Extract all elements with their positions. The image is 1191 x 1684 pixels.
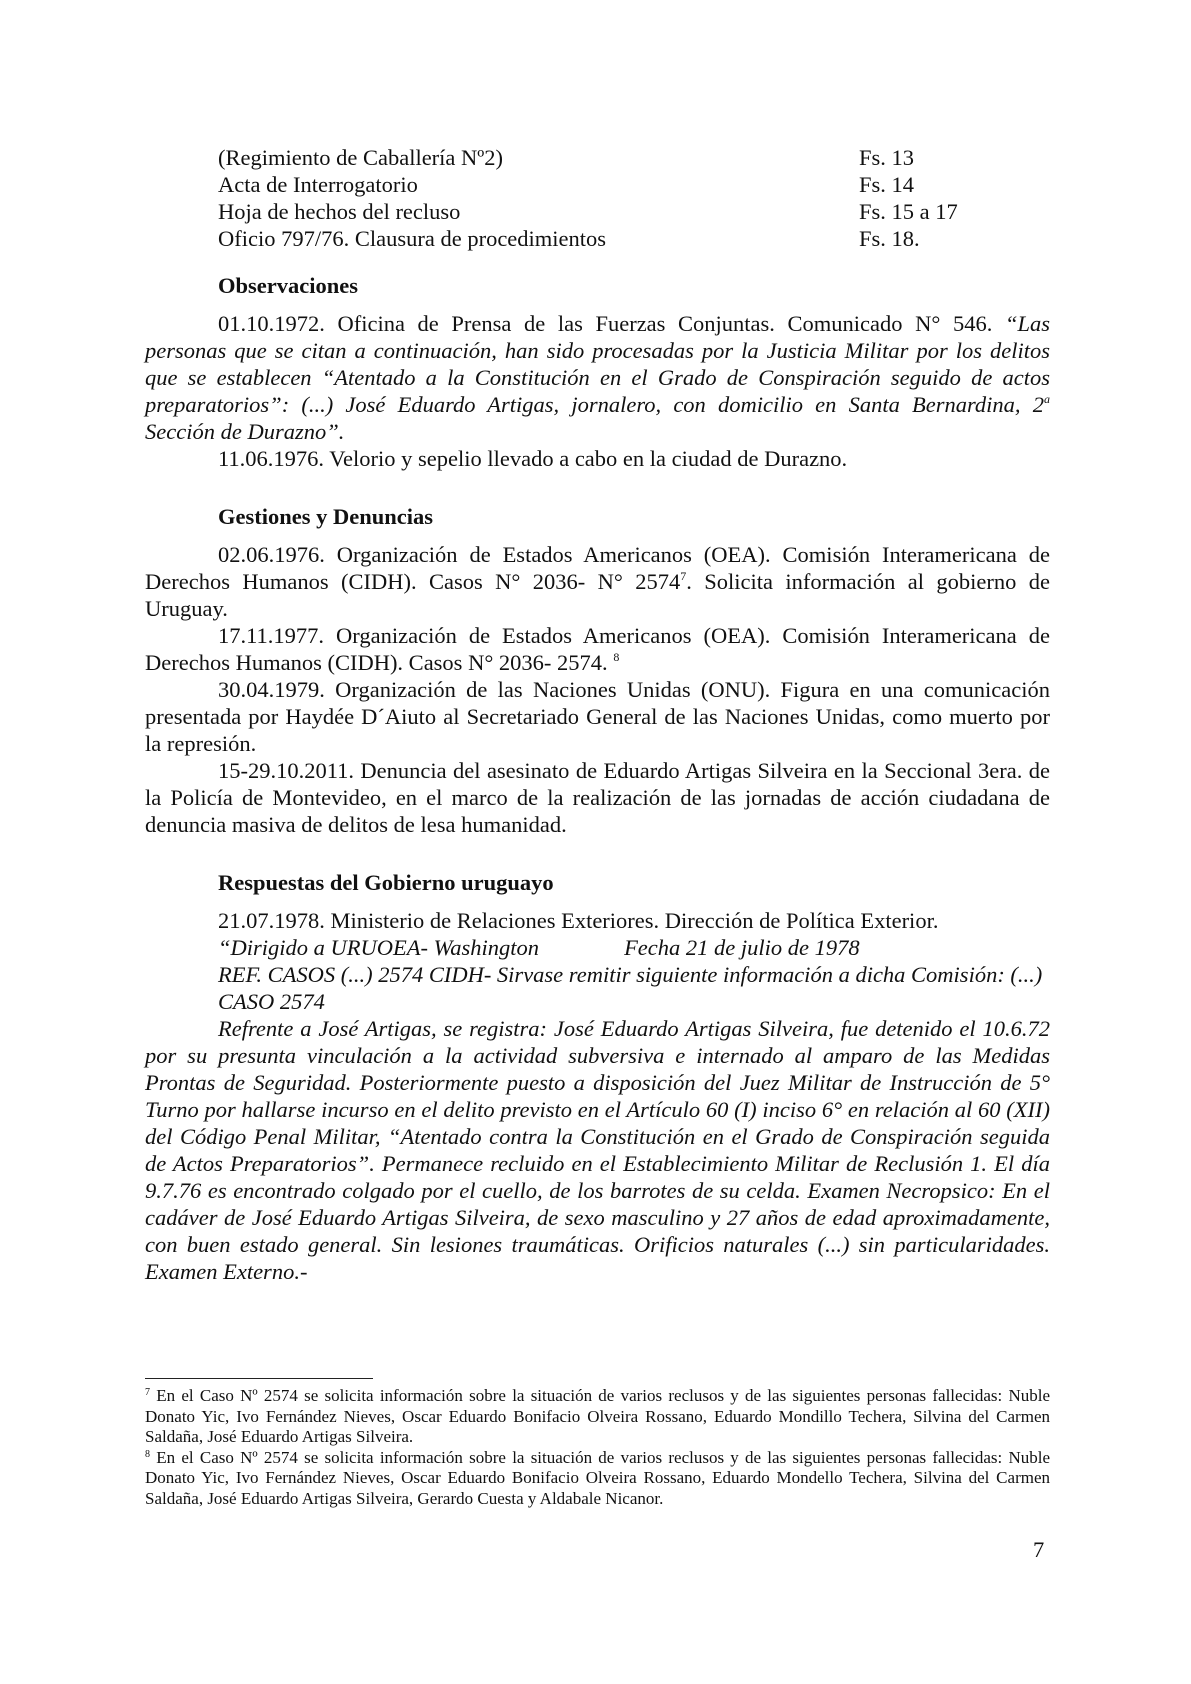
index-item: Hoja de hechos del recluso <box>218 199 461 224</box>
paragraph <box>145 310 1050 445</box>
memo-date: Fecha 21 de julio de 1978 <box>624 935 860 960</box>
heading-respuestas: Respuestas del Gobierno uruguayo <box>218 870 554 895</box>
memo-case: CASO 2574 <box>218 989 325 1014</box>
index-item: (Regimiento de Caballería Nº2) <box>218 145 504 170</box>
quote-text: “Las personas que se citan a continuación, han sido procesadas por la Justicia Militar por los delitos que se establecen “Atentado a la Constitución en el Grado de Conspiración seguido de actos preparatorios”: (...) José Eduardo Artigas, jornalero, con domicilio en Santa Bernardina, 2 <box>145 311 1050 417</box>
page-body <box>145 144 1050 1285</box>
index-folio: Fs. 13 <box>859 145 915 170</box>
index-folio: Fs. 15 a 17 <box>859 199 958 224</box>
paragraph-lead: 01.10.1972. Oficina de Prensa de las Fuerzas Conjuntas. Comunicado N° 546. <box>218 311 1005 336</box>
index-row <box>145 225 1050 252</box>
paragraph: 21.07.1978. Ministerio de Relaciones Exteriores. Dirección de Política Exterior. <box>218 908 939 933</box>
heading-observaciones: Observaciones <box>218 273 358 298</box>
index-folio: Fs. 14 <box>859 172 915 197</box>
footnote-text: En el Caso Nº 2574 se solicita información sobre la situación de varios reclusos y de las siguientes personas fallecidas: Nuble Donato Yic, Ivo Fernández Nieves, Oscar Eduardo Bonifacio Olveira Rossano, Eduardo Mondello Techera, Silvina del Carmen Saldaña, José Eduardo Artigas Silveira, Gerardo Cuesta y Aldabale Nicanor. <box>145 1447 1050 1508</box>
paragraph <box>145 541 1050 622</box>
memo-header <box>145 934 1050 961</box>
heading-gestiones: Gestiones y Denuncias <box>218 504 434 529</box>
footnote-separator <box>145 1378 373 1379</box>
paragraph-text: 17.11.1977. Organización de Estados Americanos (OEA). Comisión Interamericana de Derechos Humanos (CIDH). Casos N° 2036- 2574. <box>145 623 1050 675</box>
paragraph-text: 02.06.1976. Organización de Estados Americanos (OEA). Comisión Interamericana de Derechos Humanos (CIDH). Casos N° 2036- N° 2574 <box>145 542 1050 594</box>
paragraph <box>145 622 1050 676</box>
paragraph: 11.06.1976. Velorio y sepelio llevado a cabo en la ciudad de Durazno. <box>218 446 848 471</box>
index-row <box>145 198 1050 225</box>
page-number: 7 <box>1033 1537 1045 1562</box>
paragraph: 15-29.10.2011. Denuncia del asesinato de Eduardo Artigas Silveira en la Seccional 3era. de la Policía de Montevideo, en el marco de la realización de las jornadas de acción ciudadana de denuncia masiva de delitos de lesa humanidad. <box>145 758 1050 837</box>
index-item: Acta de Interrogatorio <box>218 172 418 197</box>
superscript: a <box>1044 392 1050 406</box>
index-row <box>145 144 1050 171</box>
paragraph-text: . Solicita información al gobierno de Uruguay. <box>145 569 1050 621</box>
footnote-text: En el Caso Nº 2574 se solicita información sobre la situación de varios reclusos y de las siguientes personas fallecidas: Nuble Donato Yic, Ivo Fernández Nieves, Oscar Eduardo Bonifacio Olveira Rossano, Eduardo Mondillo Techera, Silvina del Carmen Saldaña, José Eduardo Artigas Silveira. <box>145 1386 1050 1447</box>
footnote-ref-7: 7 <box>680 569 687 583</box>
memo-recipient: “Dirigido a URUOEA- Washington <box>218 935 540 960</box>
footnote-ref-8: 8 <box>613 650 620 664</box>
folio-index <box>145 144 1050 252</box>
index-item: Oficio 797/76. Clausura de procedimientos <box>218 226 607 251</box>
paragraph: 30.04.1979. Organización de las Naciones Unidas (ONU). Figura en una comunicación presentada por Haydée D´Aiuto al Secretariado General de las Naciones Unidas, como muerto por la represión. <box>145 677 1050 756</box>
footnote-number: 7 <box>145 1387 150 1398</box>
footnote <box>145 1386 1050 1448</box>
footnotes <box>145 1386 1050 1510</box>
memo-reference: REF. CASOS (...) 2574 CIDH- Sirvase remitir siguiente información a dicha Comisión: (...) <box>218 962 1043 987</box>
index-folio: Fs. 18. <box>859 226 920 251</box>
index-row <box>145 171 1050 198</box>
quote-text-end: Sección de Durazno”. <box>145 419 345 444</box>
footnote-number: 8 <box>145 1448 150 1460</box>
footnote <box>145 1448 1050 1510</box>
memo-body: Refrente a José Artigas, se registra: José Eduardo Artigas Silveira, fue detenido el 10.6.72 por su presunta vinculación a la actividad subversiva e internado al amparo de las Medidas Prontas de Seguridad. Posteriormente puesto a disposición del Juez Militar de Instrucción de 5° Turno por hallarse incurso en el delito previsto en el Artículo 60 (I) inciso 6° en relación al 60 (XII) del Código Penal Militar, “Atentado contra la Constitución en el Grado de Conspiración seguida de Actos Preparatorios”. Permanece recluido en el Establecimiento Militar de Reclusión 1. El día 9.7.76 es encontrado colgado por el cuello, de los barrotes de su celda. Examen Necropsico: En el cadáver de José Eduardo Artigas Silveira, de sexo masculino y 27 años de edad aproximadamente, con buen estado general. Sin lesiones traumáticas. Orificios naturales (...) sin particularidades. Examen Externo.- <box>145 1016 1050 1284</box>
